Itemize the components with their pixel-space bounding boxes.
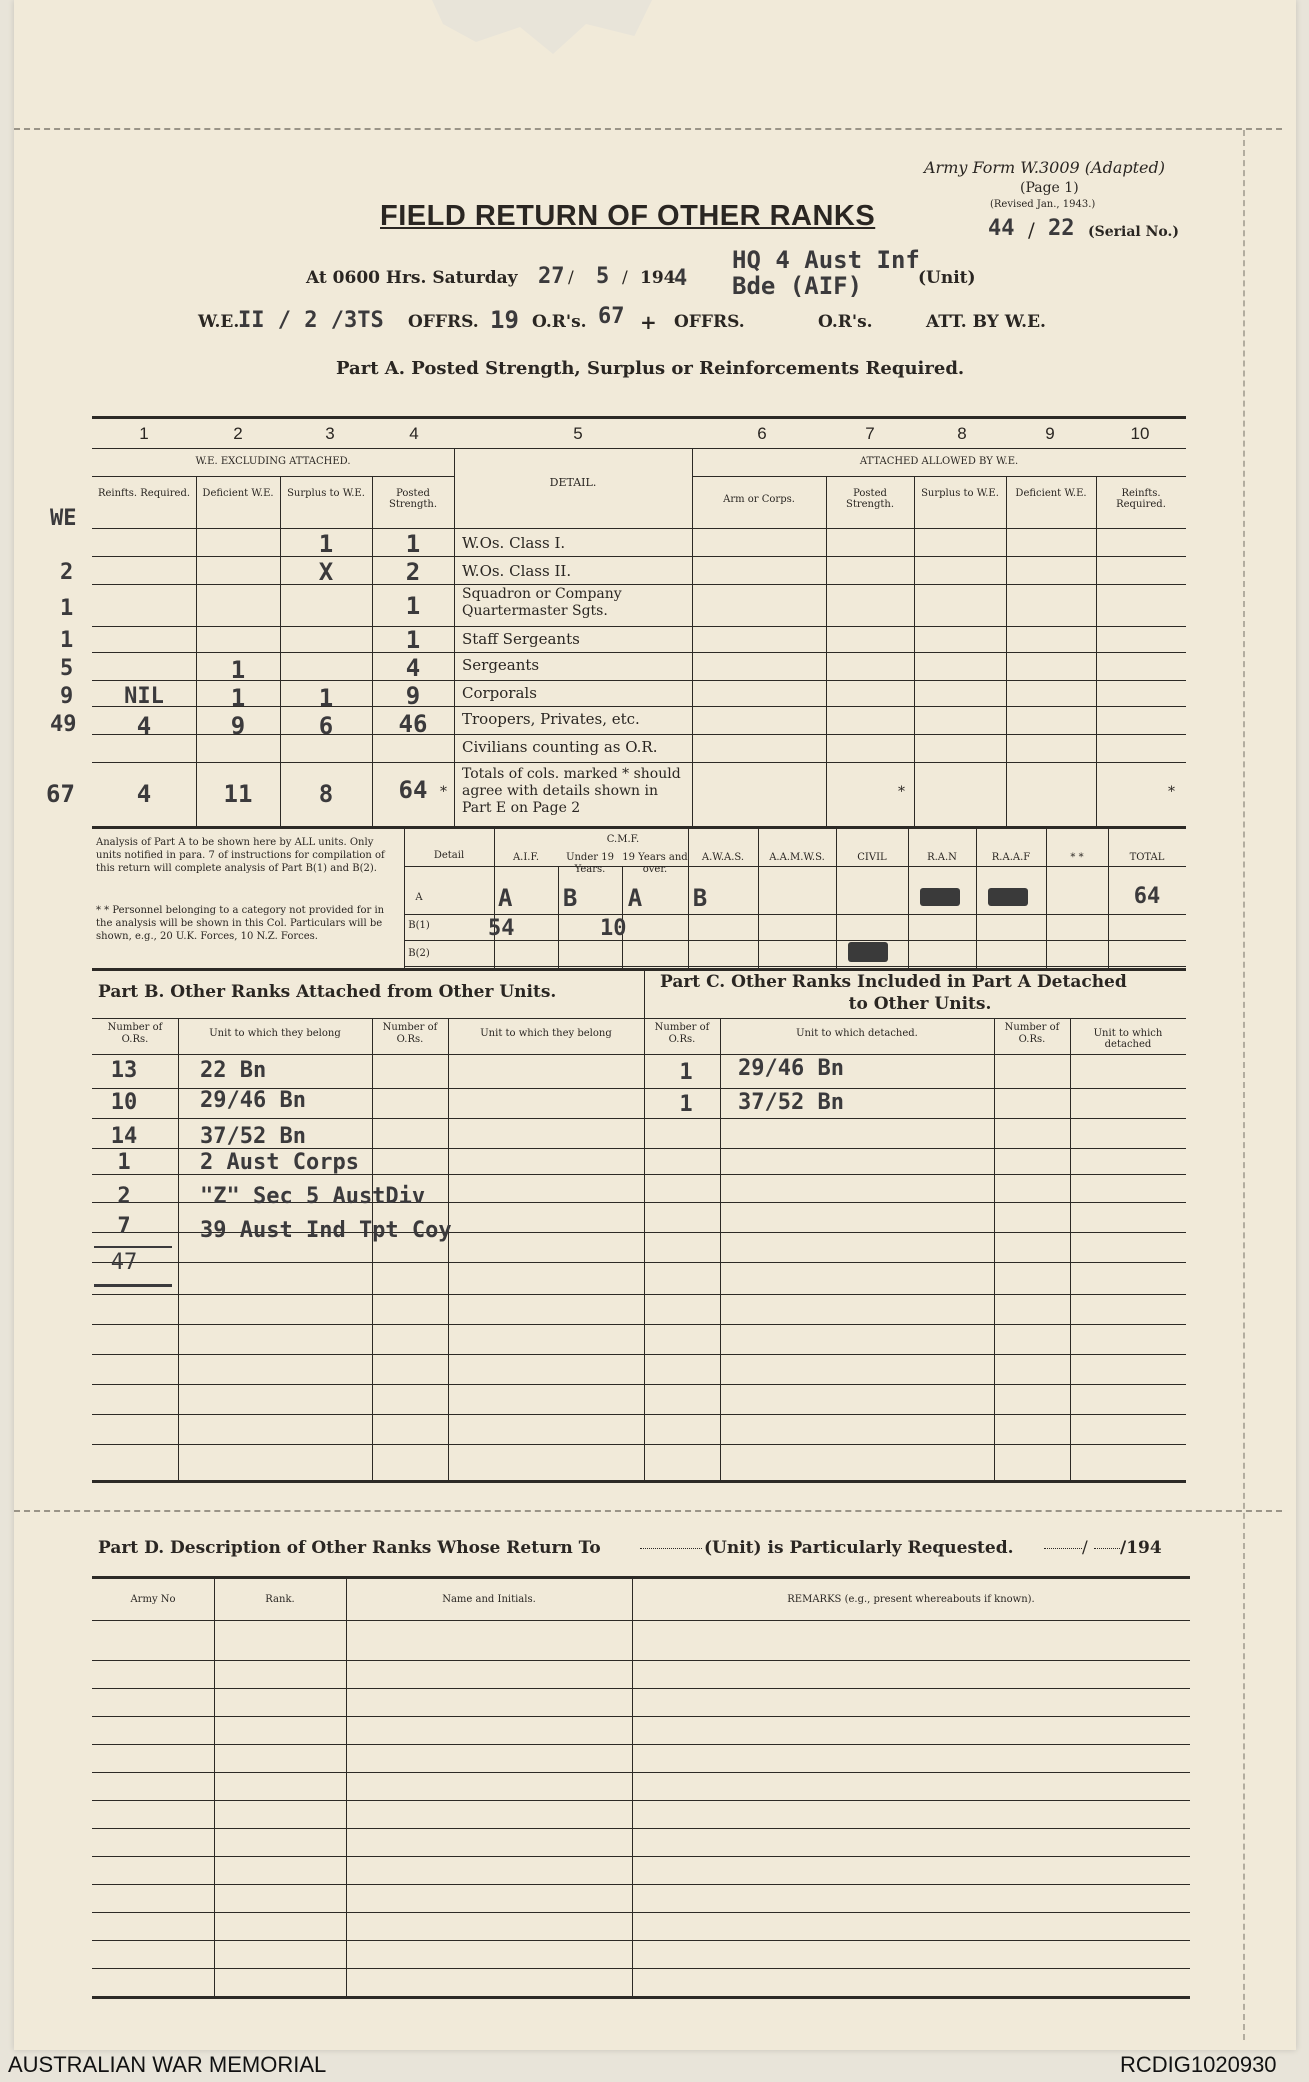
row8-detail: Civilians counting as O.R. (462, 738, 658, 756)
row6-surplus: 1 (318, 684, 334, 712)
date-day: 27 (538, 264, 565, 289)
col-number-10: 10 (1130, 424, 1150, 443)
pb-unit-4: 2 Aust Corps (200, 1150, 359, 1175)
pb-unit-3: 37/52 Bn (200, 1124, 306, 1149)
row6-detail: Corporals (462, 684, 537, 702)
pc-hdr-unit-2: Unit to which detached (1093, 1028, 1163, 1050)
part-b-title: Part B. Other Ranks Attached from Other Units. (98, 982, 557, 1002)
row4-posted: 1 (405, 626, 421, 654)
row6-posted: 9 (405, 682, 421, 710)
at-label: At 0600 Hrs. Saturday (306, 268, 518, 288)
pc-hdr-num-2: Number of O.Rs. (1004, 1022, 1060, 1045)
row7-reinfts: 4 (136, 712, 152, 740)
hdr-awas: A.W.A.S. (701, 852, 745, 863)
row7-we: 49 (50, 712, 77, 737)
row3-posted: 1 (405, 592, 421, 620)
ors-label: O.R's. (532, 312, 587, 332)
row5-we: 5 (60, 656, 74, 681)
offrs2-label: OFFRS. (674, 312, 745, 332)
pb-num-3: 14 (110, 1124, 138, 1149)
analysis-row-b2: B(2) (408, 948, 430, 959)
row2-we: 2 (60, 560, 74, 585)
form-title: FIELD RETURN OF OTHER RANKS (380, 200, 876, 232)
footer-right: RCDIG1020930 (1120, 2052, 1277, 2077)
hdr-total: TOTAL (1129, 852, 1165, 863)
analysis-total-a: 64 (1133, 884, 1161, 909)
hdr-ran: R.A.N (927, 852, 957, 863)
row6-we: 9 (60, 684, 74, 709)
pb-unit-2: 29/46 Bn (200, 1088, 306, 1113)
analysis-b1-cmf: 10 (600, 916, 627, 941)
pc-hdr-num-1: Number of O.Rs. (654, 1022, 710, 1045)
unit-label: (Unit) (918, 268, 976, 288)
row5-deficient: 1 (230, 656, 246, 684)
row5-posted: 4 (405, 654, 421, 682)
redaction-civil (848, 942, 888, 962)
hdr-raaf: R.A.A.F (991, 852, 1031, 863)
col-number-3: 3 (325, 424, 335, 443)
hdr-under-19: Under 19 Years. (566, 852, 614, 875)
serial-label: (Serial No.) (1088, 224, 1179, 240)
col-number-6: 6 (757, 424, 767, 443)
hdr-reinfts: Reinfts. Required. (97, 488, 191, 499)
analysis-note-1: Analysis of Part A to be shown here by ALL units. Only units notified in para. 7 of instructions for compilation of this return will complete analysis of Part B(1) and B(2). (96, 837, 385, 874)
pc-num-2: 1 (679, 1092, 693, 1117)
col-number-8: 8 (957, 424, 967, 443)
row7-surplus: 6 (318, 712, 334, 740)
pd-hdr-rank: Rank. (265, 1594, 295, 1605)
att-label: ATT. BY W.E. (926, 312, 1046, 332)
row7-deficient: 9 (230, 712, 246, 740)
part-d-title-end: /194 (1120, 1538, 1162, 1558)
form-label: Army Form W.3009 (Adapted) (924, 158, 1166, 177)
row2-surplus: X (318, 558, 334, 586)
pd-hdr-name: Name and Initials. (442, 1594, 536, 1605)
hdr-right-surplus: Surplus to W.E. (921, 488, 999, 499)
pb-unit-5: "Z" Sec 5 AustDiv (200, 1184, 426, 1209)
pb-num-1: 13 (110, 1058, 138, 1083)
pd-hdr-remarks: REMARKS (e.g., present whereabouts if known). (787, 1594, 1035, 1605)
pb-num-2: 10 (110, 1090, 138, 1115)
row7-posted: 46 (398, 710, 428, 738)
hdr-right-deficient: Deficient W.E. (1015, 488, 1087, 499)
totals-star-1: * (440, 784, 447, 800)
hdr-deficient: Deficient W.E. (202, 488, 274, 499)
analysis-detail-hdr: Detail (433, 850, 465, 861)
date-year-prefix: 194 (640, 268, 676, 288)
pb-hdr-unit-2: Unit to which they belong (480, 1028, 612, 1039)
pc-unit-1: 29/46 Bn (738, 1056, 844, 1081)
redaction-raaf (988, 888, 1028, 906)
serial-sep: / (1028, 218, 1035, 242)
row6-deficient: 1 (230, 684, 246, 712)
we-margin-label: WE (50, 506, 77, 531)
date-year-suffix: 4 (674, 266, 688, 291)
we-excl-heading: W.E. EXCLUDING ATTACHED. (195, 456, 351, 467)
row5-detail: Sergeants (462, 656, 540, 674)
row3-detail: Squadron or Company Quartermaster Sgts. (462, 586, 622, 619)
col-number-5: 5 (573, 424, 583, 443)
pb-hdr-unit-1: Unit to which they belong (209, 1028, 341, 1039)
hdr-posted: Posted Strength. (388, 488, 438, 510)
serial-value-a: 44 (988, 216, 1015, 241)
redaction-ran (920, 888, 960, 906)
perforation-top (14, 128, 1282, 130)
pb-unit-6: 39 Aust Ind Tpt Coy (200, 1218, 452, 1243)
totals-reinfts: 4 (136, 780, 152, 808)
analysis-b1-aif: 54 (488, 916, 515, 941)
offrs-label: OFFRS. (408, 312, 479, 332)
row2-posted: 2 (405, 558, 421, 586)
col-number-1: 1 (139, 424, 149, 443)
hdr-surplus: Surplus to W.E. (287, 488, 365, 499)
totals-star-3: * (1168, 784, 1175, 800)
pc-num-1: 1 (679, 1060, 693, 1085)
row6-reinfts: NIL (124, 684, 164, 709)
col-number-2: 2 (233, 424, 243, 443)
analysis-row-a: A (415, 892, 423, 903)
ors2-label: O.R's. (818, 312, 873, 332)
we-label: W.E. (198, 312, 240, 332)
hdr-right-posted: Posted Strength. (845, 488, 895, 510)
part-d-title-mid: (Unit) is Particularly Requested. (704, 1538, 1014, 1558)
analysis-row-b1: B(1) (408, 920, 430, 931)
date-month: 5 (596, 264, 610, 289)
row7-detail: Troopers, Privates, etc. (462, 710, 640, 728)
pb-num-6: 7 (117, 1214, 131, 1239)
perforation-right (1243, 130, 1245, 2040)
col-number-9: 9 (1045, 424, 1055, 443)
hdr-civil: CIVIL (857, 852, 887, 863)
attached-allowed-heading: ATTACHED ALLOWED BY W.E. (859, 456, 1019, 467)
pb-num-5: 2 (117, 1184, 131, 1209)
offrs-value: 19 (490, 306, 519, 334)
analysis-row-a-typed: A B A B (498, 884, 726, 912)
totals-deficient: 11 (223, 780, 253, 808)
pb-total: 47 (110, 1250, 138, 1275)
pb-hdr-num-1: Number of O.Rs. (107, 1022, 163, 1045)
totals-we: 67 (46, 780, 75, 808)
revised-label: (Revised Jan., 1943.) (990, 199, 1096, 210)
hdr-aif: A.I.F. (512, 852, 540, 863)
torn-edge (432, 0, 652, 60)
plus-sign: + (640, 310, 657, 334)
pb-hdr-num-2: Number of O.Rs. (382, 1022, 438, 1045)
unit-line2: Bde (AIF) (732, 272, 863, 300)
detail-heading: DETAIL. (549, 476, 597, 489)
row3-we: 1 (60, 596, 74, 621)
hdr-other: * * (1070, 852, 1084, 863)
totals-surplus: 8 (318, 780, 334, 808)
pc-unit-2: 37/52 Bn (738, 1090, 844, 1115)
hdr-19-over: 19 Years and over. (622, 852, 688, 875)
part-a-title: Part A. Posted Strength, Surplus or Reinforcements Required. (336, 358, 965, 379)
hdr-aamws: A.A.M.W.S. (769, 852, 825, 863)
row1-posted: 1 (405, 530, 421, 558)
part-d-title: Part D. Description of Other Ranks Whose Return To (98, 1538, 601, 1558)
row2-detail: W.Os. Class II. (462, 562, 572, 580)
hdr-arm-corps: Arm or Corps. (723, 494, 795, 505)
pc-hdr-unit-1: Unit to which detached. (796, 1028, 918, 1039)
we-value: II / 2 /3TS (238, 308, 384, 333)
unit-line1: HQ 4 Aust Inf (732, 246, 920, 274)
row4-detail: Staff Sergeants (462, 630, 580, 648)
analysis-note-2: * * Personnel belonging to a category not provided for in the analysis will be shown in this Col. Particulars will be shown, e.g., 20 U.K. Forces, 10 N.Z. Forces. (96, 905, 385, 942)
serial-value-b: 22 (1048, 216, 1075, 241)
totals-detail: Totals of cols. marked * should agree with details shown in Part E on Page 2 (462, 766, 681, 816)
perforation-mid (14, 1510, 1282, 1512)
row1-detail: W.Os. Class I. (462, 534, 566, 552)
page-label: (Page 1) (1020, 180, 1079, 196)
footer-left: AUSTRALIAN WAR MEMORIAL (8, 2052, 327, 2077)
part-c-title-1: Part C. Other Ranks Included in Part A Detached (660, 972, 1127, 992)
ors-value: 67 (598, 304, 625, 329)
pb-num-4: 1 (117, 1150, 131, 1175)
totals-posted: 64 (398, 776, 428, 804)
hdr-right-reinfts: Reinfts. Required. (1116, 488, 1166, 510)
pd-hdr-army-no: Army No (130, 1594, 176, 1605)
col-number-7: 7 (865, 424, 875, 443)
col-number-4: 4 (409, 424, 419, 443)
row4-we: 1 (60, 628, 74, 653)
row1-surplus: 1 (318, 530, 334, 558)
totals-star-2: * (898, 784, 905, 800)
analysis-cmf-hdr: C.M.F. (606, 834, 640, 845)
part-c-title-2: to Other Units. (848, 994, 992, 1014)
pb-unit-1: 22 Bn (200, 1058, 267, 1083)
